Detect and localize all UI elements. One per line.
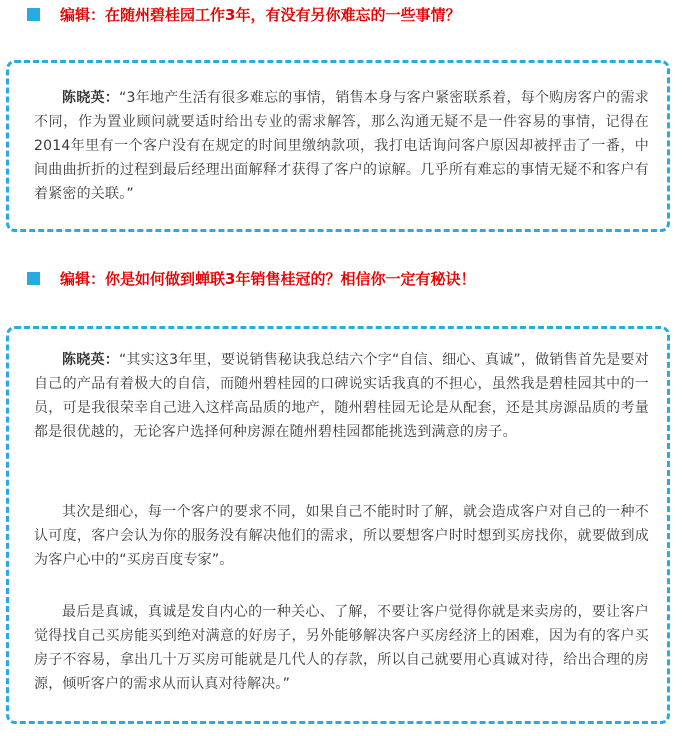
square-bullet-icon (27, 272, 40, 285)
answer-2-text-3: 最后是真诚，真诚是发自内心的一种关心、了解，不要让客户觉得你就是来卖房的，要让客户觉得找自己买房能买到绝对满意的好房子，另外能够解决客户买房经济上的困难，因为有的客户买房子不容易，拿出几十万买房可能就是几代人的存款，所以自己就要用心真诚对待，给出合理的房源，倾听客户的需求从而认真对待解决。” (34, 604, 649, 692)
answer-2-paragraph-1 (9, 348, 667, 444)
question-1-row (0, 2, 682, 26)
answer-1-box (6, 60, 670, 232)
speaker-name: 陈晓英： (62, 90, 120, 106)
answer-2-paragraph-2 (9, 500, 667, 572)
question-1-text: 编辑：在随州碧桂园工作3年，有没有另你难忘的一些事情？ (60, 5, 461, 24)
square-bullet-icon (27, 8, 40, 21)
answer-2-box (6, 326, 670, 724)
answer-1-paragraph (9, 86, 667, 206)
answer-2-paragraph-3 (9, 600, 667, 696)
answer-2-text-2: 其次是细心，每一个客户的要求不同，如果自己不能时时了解，就会造成客户对自己的一种不认可度，客户会认为你的服务没有解决他们的需求，所以要想客户时时想到买房找你，就要做到成为客户心中的“买房百度专家”。 (34, 504, 649, 568)
answer-1-text: “3年地产生活有很多难忘的事情，销售本身与客户紧密联系着，每个购房客户的需求不同，作为置业顾问就要适时给出专业的需求解答，那么沟通无疑不是一件容易的事情，记得在2014年里有一个客户没有在规定的时间里缴纳款项，我打电话询问客户原因却被抨击了一番，中间曲曲折折的过程到最后经理出面解释才获得了客户的谅解。几乎所有难忘的事情无疑不和客户有着紧密的关联。” (34, 90, 649, 202)
speaker-name: 陈晓英： (62, 352, 119, 368)
question-2-row (0, 266, 682, 290)
answer-2-text-1: “其实这3年里，要说销售秘诀我总结六个字“自信、细心、真诚”，做销售首先是要对自己的产品有着极大的自信，而随州碧桂园的口碑说实话我真的不担心，虽然我是碧桂园其中的一员，可是我很荣幸自己进入这样高品质的地产，随州碧桂园无论是从配套，还是其房源品质的考量都是很优越的，无论客户选择何种房源在随州碧桂园都能挑选到满意的房子。 (34, 352, 649, 440)
question-2-text: 编辑：你是如何做到蝉联3年销售桂冠的？相信你一定有秘诀！ (60, 269, 476, 288)
